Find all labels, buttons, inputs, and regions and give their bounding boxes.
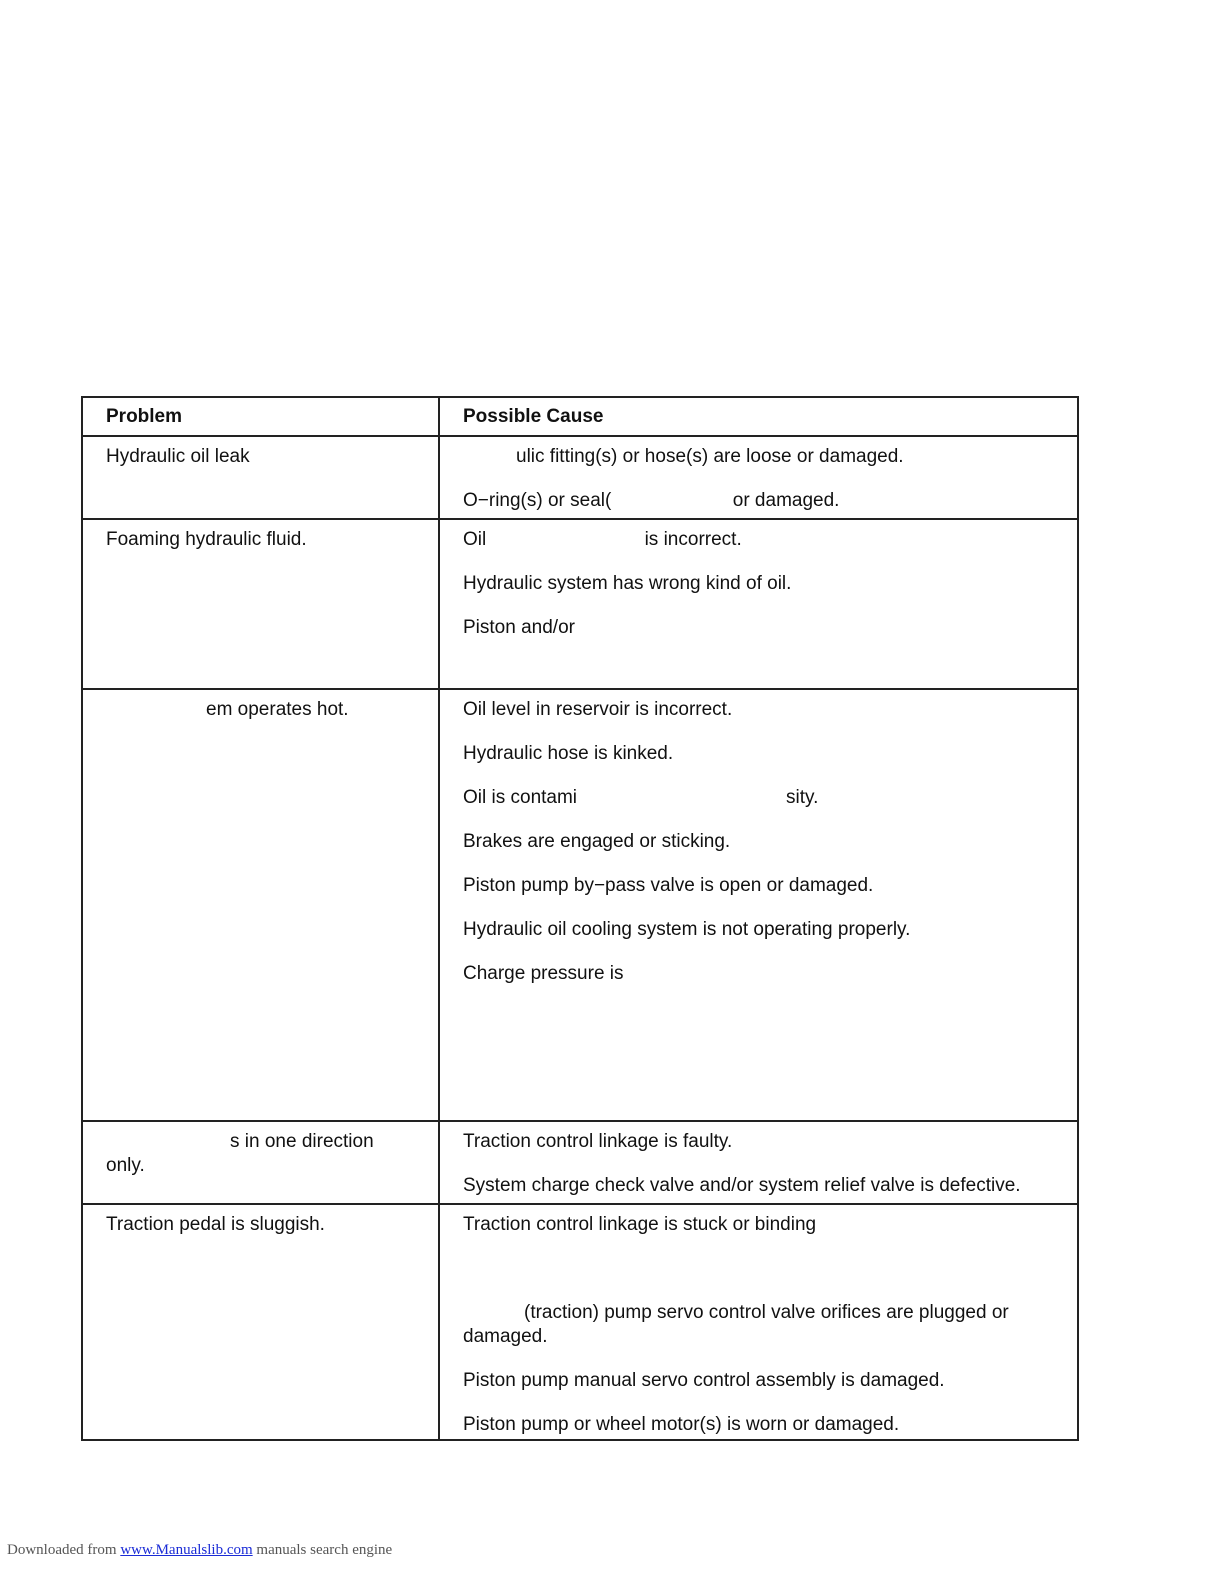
cause-item: Oil is incorrect. [463, 529, 742, 550]
manualslib-link[interactable]: www.Manualslib.com [120, 1542, 253, 1558]
header-problem: Problem [83, 398, 440, 435]
cause-item: ulic fitting(s) or hose(s) are loose or damaged. [516, 446, 904, 467]
table-row [83, 1120, 1077, 1203]
cause-item-cont: damaged. [463, 1326, 548, 1347]
cause-cell [440, 520, 1077, 688]
cause-cell [440, 690, 1077, 1120]
table-row [83, 1203, 1077, 1439]
cause-cell [440, 1122, 1077, 1203]
problem-cell [83, 1122, 440, 1203]
table-row [83, 435, 1077, 518]
cause-item: Charge pressure is [463, 963, 624, 984]
problem-text: s in one direction [230, 1131, 374, 1152]
problem-text-cont: only. [106, 1155, 145, 1176]
problem-cell: Foaming hydraulic fluid. [83, 520, 440, 688]
cause-item: System charge check valve and/or system relief valve is defective. [463, 1175, 1021, 1196]
problem-cell: em operates hot. [83, 690, 440, 1120]
cause-fragment: sity. [786, 787, 819, 808]
table-row [83, 688, 1077, 1120]
problem-cell: Traction pedal is sluggish. [83, 1205, 440, 1439]
cause-fragment: Oil is contami [463, 787, 578, 808]
table-row [83, 518, 1077, 688]
cause-item: Piston pump manual servo control assembly is damaged. [463, 1370, 945, 1391]
cause-item: Traction control linkage is faulty. [463, 1131, 733, 1152]
cause-item [463, 786, 1055, 810]
cause-cell [440, 1205, 1077, 1439]
download-footer [7, 1542, 392, 1559]
cause-item: Piston pump by−pass valve is open or damaged. [463, 875, 874, 896]
cause-item: Brakes are engaged or sticking. [463, 831, 731, 852]
cause-item: Hydraulic oil cooling system is not operating properly. [463, 919, 911, 940]
header-possible-cause: Possible Cause [463, 406, 604, 427]
footer-suffix: manuals search engine [252, 1542, 393, 1558]
cause-item: Piston pump or wheel motor(s) is worn or damaged. [463, 1414, 900, 1435]
cause-item: Piston and/or [463, 617, 575, 638]
cause-item: O−ring(s) or seal( or damaged. [463, 490, 840, 511]
problem-cell: Hydraulic oil leak [83, 437, 440, 518]
cause-cell [440, 437, 1077, 518]
cause-item: Hydraulic hose is kinked. [463, 743, 674, 764]
footer-prefix: Downloaded from [7, 1542, 121, 1558]
cause-item: Oil level in reservoir is incorrect. [463, 699, 733, 720]
troubleshooting-table [81, 396, 1079, 1441]
cause-item: Traction control linkage is stuck or binding [463, 1214, 817, 1235]
cause-item: (traction) pump servo control valve orifices are plugged or [524, 1302, 1009, 1323]
table-header-row [83, 398, 1077, 435]
cause-item: Hydraulic system has wrong kind of oil. [463, 573, 792, 594]
